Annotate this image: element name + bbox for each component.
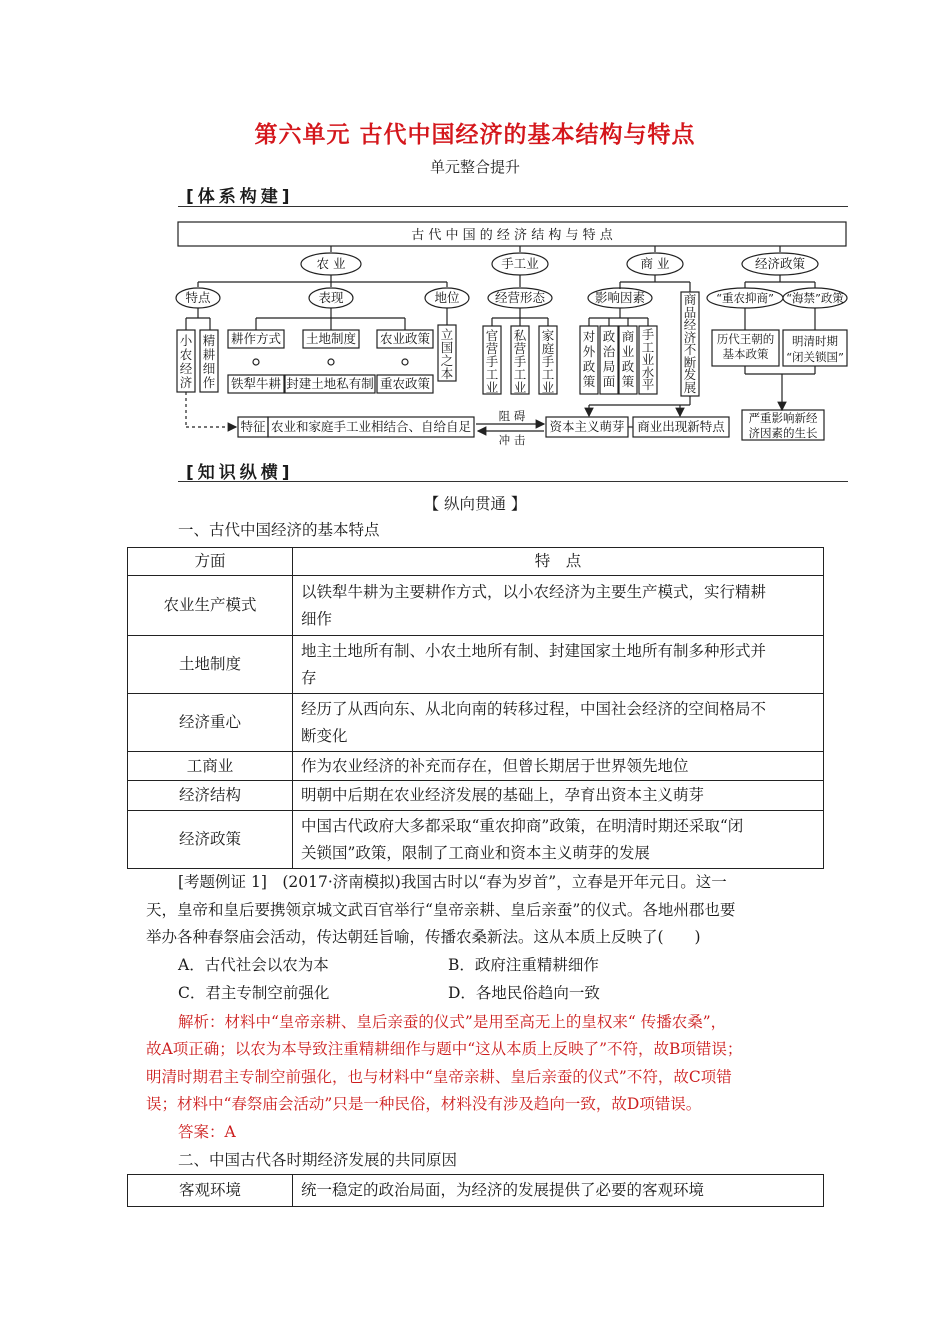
- vtext-commerce-policy: 商业政策: [621, 329, 635, 389]
- table-row: [128, 752, 824, 781]
- label-land-system: 土地制度: [305, 331, 357, 346]
- table-cell-feature: [293, 811, 824, 869]
- label-status: 地位: [434, 290, 460, 305]
- vtext-commodity-economy: 商品经济不断发展: [683, 292, 697, 395]
- vtext-foreign-policy: 对外政策: [582, 329, 596, 389]
- table-cell-cause: 统一稳定的政治局面，为经济的发展提供了必要的客观环境: [293, 1175, 824, 1207]
- option-d: D．各地民俗趋向一致: [448, 984, 600, 1002]
- label-feudal-land: 封建土地私有制: [286, 376, 374, 391]
- analysis-line-1: 解析：材料中“皇帝亲耕、皇后亲蚕的仪式”是用至高无上的皇权来“ 传播农桑”，: [178, 1013, 727, 1031]
- table-cell-aspect: 农业生产模式: [128, 576, 293, 636]
- vtext-political-situation: 政治局面: [602, 329, 616, 389]
- table-cell-feature: [293, 636, 824, 694]
- link-dot: [253, 359, 259, 365]
- feature-line: 经历了从西向东、从北向南的转移过程，中国社会经济的空间格局不: [301, 699, 767, 718]
- table-cell-aspect: 客观环境: [128, 1175, 293, 1207]
- feature-line: 断变化: [301, 726, 348, 745]
- causes-table: [127, 1174, 824, 1207]
- option-b: B．政府注重精耕细作: [448, 956, 599, 974]
- vtext-foundation: 立国之本: [440, 327, 454, 381]
- label-handicraft: 手工业: [501, 256, 539, 271]
- vtext-handicraft-level: 手工业水平: [641, 327, 655, 392]
- part2-heading: 二、中国古代各时期经济发展的共同原因: [178, 1151, 458, 1169]
- label-agri-policy: 农业政策: [379, 331, 431, 346]
- vtext-small-peasant: 小农经济: [179, 333, 193, 390]
- table-header-cell: 特 点: [293, 548, 824, 576]
- feature-line: 中国古代政府大多都采取“重农抑商”政策，在明清时期还采取“闭: [301, 816, 744, 835]
- label-impact: 冲 击: [498, 433, 526, 447]
- example-line-3: 举办各种春祭庙会活动，传达朝廷旨喻，传播农桑新法。这从本质上反映了( ): [146, 928, 701, 946]
- table-cell-feature: 明朝中后期在农业经济发展的基础上，孕育出资本主义萌芽: [293, 781, 824, 811]
- label-performance: 表现: [318, 290, 344, 305]
- section-rule: [178, 481, 848, 482]
- table-row: [128, 781, 824, 811]
- table-cell-aspect: 经济政策: [128, 811, 293, 869]
- features-table: [127, 547, 824, 869]
- table-row: [128, 694, 824, 752]
- table-header-row: [128, 548, 824, 576]
- label-operation-form: 经营形态: [494, 290, 546, 305]
- table-cell-feature: [293, 694, 824, 752]
- diagram-header-text: 古 代 中 国 的 经 济 结 构 与 特 点: [411, 228, 613, 243]
- label-physiocracy-policy: “重农抑商”: [716, 291, 774, 305]
- table-cell-aspect: 工商业: [128, 752, 293, 781]
- example-line-2: 天，皇帝和皇后要携领京城文武百官举行“皇帝亲耕、皇后亲蚕”的仪式。各地州郡也要: [146, 901, 736, 919]
- example-line-1: [考题例证 1] (2017·济南模拟)我国古时以“春为岁首”，立春是开年元日。这一: [178, 873, 727, 891]
- label-hinder-1: 严重影响新经: [748, 411, 818, 425]
- feature-line: 以铁犁牛耕为主要耕作方式，以小农经济为主要生产模式，实行精耕: [301, 582, 767, 601]
- knowledge-structure-diagram: [0, 0, 950, 460]
- label-ming-qing: 明清时期: [792, 334, 838, 348]
- table-cell-aspect: 经济重心: [128, 694, 293, 752]
- page-subtitle: 单元整合提升: [429, 158, 520, 176]
- label-dynasty-policy: 历代王朝的基本政策: [716, 332, 775, 361]
- label-self-sufficient: 农业和家庭手工业相结合、自给自足: [270, 419, 472, 434]
- feature-line: 地主土地所有制、小农土地所有制、封建国家土地所有制多种形式并: [301, 641, 767, 660]
- answer: 答案：A: [178, 1123, 236, 1141]
- analysis-line-2: 故A项正确；以农为本导致注重精耕细作与题中“这从本质上反映了”不符，故B项错误；: [146, 1040, 743, 1058]
- vtext-private-handicraft: 私营手工业: [513, 328, 527, 395]
- vtext-state-handicraft: 官营手工业: [485, 328, 499, 395]
- table-cell-aspect: 经济结构: [128, 781, 293, 811]
- label-influencing-factors: 影响因素: [594, 290, 646, 305]
- analysis-line-4: 误；材料中“春祭庙会活动”只是一种民俗，材料没有涉及趋向一致，故D项错误。: [146, 1095, 702, 1113]
- section-heading-structure: [体系构建]: [186, 187, 294, 207]
- part1-heading: 一、古代中国经济的基本特点: [178, 521, 380, 539]
- feature-line: 细作: [301, 609, 333, 628]
- table-row: [128, 1175, 824, 1207]
- table-row: [128, 811, 824, 869]
- table-row: [128, 576, 824, 636]
- label-physiocracy: 重农政策: [379, 376, 431, 391]
- label-commerce: 商 业: [640, 256, 670, 271]
- label-agriculture: 农 业: [316, 256, 346, 271]
- feature-line: 关锁国”政策，限制了工商业和资本主义萌芽的发展: [301, 843, 650, 862]
- table-cell-aspect: 土地制度: [128, 636, 293, 694]
- label-features: 特点: [185, 290, 211, 305]
- table-cell-feature: [293, 576, 824, 636]
- page-title: 第六单元 古代中国经济的基本结构与特点: [254, 122, 696, 148]
- option-a: A．古代社会以农为本: [178, 956, 329, 974]
- table-cell-feature: 作为农业经济的补充而存在，但曾长期居于世界领先地位: [293, 752, 824, 781]
- option-c: C．君主专制空前强化: [178, 984, 330, 1002]
- table-header-cell: 方面: [128, 548, 293, 576]
- label-farming-method: 耕作方式: [230, 331, 282, 346]
- link-dot: [328, 359, 334, 365]
- label-iron-plough: 铁犁牛耕: [230, 376, 282, 391]
- link-dot: [402, 359, 408, 365]
- label-new-commerce: 商业出现新特点: [637, 419, 725, 434]
- analysis-line-3: 明清时期君主专制空前强化，也与材料中“皇帝亲耕、皇后亲蚕的仪式”不符，故C项错: [146, 1068, 732, 1086]
- label-sea-ban: “海禁”政策: [786, 291, 844, 305]
- feature-line: 存: [301, 668, 317, 687]
- label-hinder-2: 济因素的生长: [748, 426, 818, 440]
- vertical-link-heading: 【 纵向贯通 】: [423, 495, 527, 513]
- label-capitalism-sprouts: 资本主义萌芽: [549, 419, 625, 434]
- vtext-intensive: 精耕细作: [202, 333, 216, 390]
- label-closed-door: “闭关锁国”: [786, 350, 844, 364]
- table-row: [128, 636, 824, 694]
- section-heading-knowledge: [知识纵横]: [186, 463, 294, 483]
- vtext-family-handicraft: 家庭手工业: [541, 328, 555, 395]
- label-policy: 经济政策: [754, 256, 806, 271]
- label-obstruct: 阻 碍: [498, 409, 526, 423]
- label-characteristic: 特征: [240, 419, 266, 434]
